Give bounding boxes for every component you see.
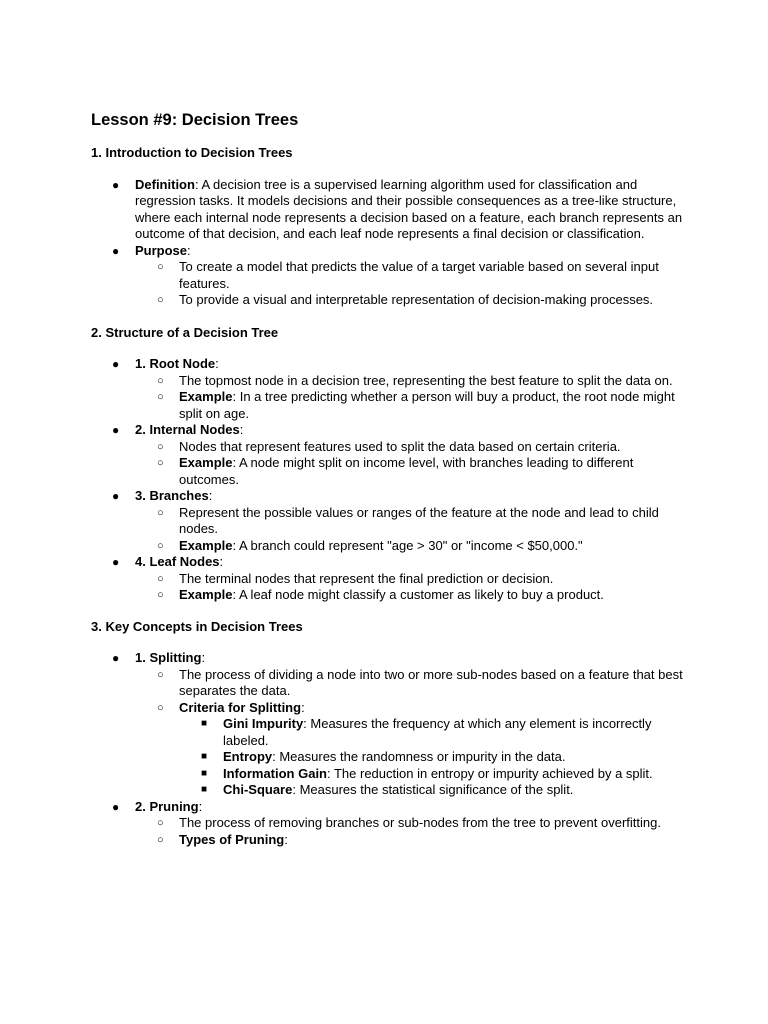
term-separator: :: [187, 242, 191, 258]
sub-list-item: [135, 587, 691, 604]
sub-list-item: [135, 439, 691, 456]
term: 2. Pruning: [135, 798, 199, 814]
list-item: [91, 356, 691, 422]
term-separator: :: [201, 650, 206, 665]
circle-marker: ○: [157, 589, 164, 601]
item-text: : In a tree predicting whether a person will buy a product, the root node might split on age.: [179, 389, 675, 421]
list-item: [91, 488, 691, 554]
list-item: [91, 799, 691, 849]
sub-list-item: [135, 832, 691, 849]
term: 4. Leaf Nodes: [135, 554, 220, 569]
criteria-item: [179, 782, 691, 799]
term: 1. Splitting: [135, 650, 202, 665]
bullet-list: [91, 650, 691, 848]
criteria-text: : The reduction in entropy or impurity achieved by a split.: [327, 765, 653, 781]
item-text: :: [284, 831, 288, 847]
bullet-marker: ●: [112, 177, 120, 192]
criteria-text: : Measures the statistical significance of the split.: [292, 782, 574, 797]
types-label: Types of Pruning: [179, 831, 285, 847]
circle-marker: ○: [157, 261, 164, 273]
criteria-term: Gini Impurity: [223, 716, 304, 731]
section-heading: 2. Structure of a Decision Tree: [91, 324, 279, 340]
criteria-term: Information Gain: [223, 765, 327, 781]
term-separator: :: [198, 798, 203, 814]
item-text: The process of dividing a node into two or more sub-nodes based on a feature that best separates the data.: [179, 666, 683, 698]
criteria-term: Chi-Square: [223, 782, 293, 797]
circle-marker: ○: [157, 440, 164, 453]
section-heading: 3. Key Concepts in Decision Trees: [91, 618, 303, 634]
circle-marker: ○: [157, 572, 164, 585]
item-text: Represent the possible values or ranges of the feature at the node and lead to child nodes.: [179, 504, 659, 536]
bullet-marker: ●: [112, 423, 120, 437]
criteria-label: Criteria for Splitting: [179, 699, 302, 715]
sub-list: [91, 667, 691, 799]
item-text: The process of removing branches or sub-nodes from the tree to prevent overfitting.: [179, 815, 661, 830]
sub-list: [91, 373, 691, 423]
list-item: [91, 650, 691, 799]
criteria-item: [179, 749, 691, 766]
circle-marker: ○: [157, 506, 164, 519]
bullet-marker: ●: [112, 555, 120, 569]
circle-marker: ○: [157, 539, 164, 552]
bullet-list: [91, 356, 691, 604]
sub-list-item: [135, 667, 691, 700]
item-text: Nodes that represent features used to split the data based on certain criteria.: [179, 438, 621, 454]
list-item: [91, 177, 691, 243]
criteria-text: : Measures the frequency at which any element is incorrectly labeled.: [223, 716, 652, 748]
item-text: : A node might split on income level, with branches leading to different outcomes.: [179, 455, 634, 487]
term-separator: :: [215, 356, 219, 371]
term: Definition: [135, 176, 195, 192]
sub-list-item: [135, 292, 691, 309]
example-label: Example: [179, 587, 233, 602]
item-text: : A leaf node might classify a customer as likely to buy a product.: [232, 587, 604, 602]
square-marker: ■: [201, 718, 208, 729]
sub-list: [91, 439, 691, 489]
sub-list: [91, 505, 691, 555]
sub-list-item: [135, 571, 691, 588]
square-marker: ■: [201, 751, 208, 762]
bullet-marker: ●: [112, 799, 120, 814]
square-marker: ■: [201, 784, 208, 795]
criteria-item: [179, 766, 691, 783]
bullet-marker: ●: [112, 651, 120, 665]
criteria-term: Entropy: [223, 749, 273, 764]
criteria-item: [179, 716, 691, 749]
item-text: The topmost node in a decision tree, representing the best feature to split the data on.: [179, 372, 673, 388]
term: 2. Internal Nodes: [135, 422, 240, 437]
sub-list: [91, 259, 691, 309]
sub-list-item: [135, 455, 691, 488]
sub-list-item: [135, 389, 691, 422]
term-separator: :: [194, 176, 199, 192]
sub-list-item: [135, 815, 691, 832]
example-label: Example: [179, 537, 233, 553]
circle-marker: ○: [157, 294, 164, 306]
section-heading: 1. Introduction to Decision Trees: [91, 145, 293, 160]
sub-list-item: [135, 259, 691, 292]
bullet-marker: ●: [112, 357, 120, 371]
bullet-list: [91, 177, 691, 309]
circle-marker: ○: [157, 457, 164, 469]
lesson-title: Lesson #9: Decision Trees: [91, 111, 299, 129]
term: Purpose: [135, 242, 188, 258]
circle-marker: ○: [157, 833, 164, 846]
sub-list-item: [135, 700, 691, 799]
circle-marker: ○: [157, 374, 164, 387]
term: 1. Root Node: [135, 356, 216, 371]
item-text: To create a model that predicts the value of a target variable based on several input features.: [179, 259, 659, 291]
criteria-text: : Measures the randomness or impurity in the data.: [272, 749, 566, 764]
sub-list-item: [135, 373, 691, 390]
list-item: [91, 243, 691, 309]
document-content: [91, 110, 691, 848]
circle-marker: ○: [157, 391, 164, 403]
item-text: The terminal nodes that represent the final prediction or decision.: [179, 570, 554, 586]
item-text: To provide a visual and interpretable representation of decision-making processes.: [179, 292, 654, 307]
definition-text: A decision tree is a supervised learning algorithm used for classification and regression tasks. It models decisions and their possible consequences as a tree-like structure, where each internal node represents a decision based on a feature, each branch represents an outcome of that decision, and each leaf node represents a final decision or classification.: [135, 176, 683, 241]
circle-marker: ○: [157, 701, 164, 714]
circle-marker: ○: [157, 668, 164, 681]
item-text: :: [301, 699, 305, 715]
bullet-marker: ●: [112, 489, 120, 503]
term-separator: :: [239, 422, 244, 437]
square-marker: ■: [201, 767, 208, 779]
sub-list-item: [135, 505, 691, 538]
sub-list: [91, 571, 691, 604]
list-item: [91, 422, 691, 488]
term-separator: :: [219, 554, 224, 569]
example-label: Example: [179, 455, 233, 470]
sub-list-item: [135, 538, 691, 555]
list-item: [91, 554, 691, 604]
example-label: Example: [179, 389, 233, 404]
sub-sub-list: [179, 716, 691, 799]
term: 3. Branches: [135, 488, 209, 503]
circle-marker: ○: [157, 817, 164, 829]
item-text: : A branch could represent "age > 30" or "income < $50,000.": [232, 537, 583, 553]
term-separator: :: [208, 488, 213, 503]
sub-list: [91, 815, 691, 848]
bullet-marker: ●: [112, 243, 120, 258]
